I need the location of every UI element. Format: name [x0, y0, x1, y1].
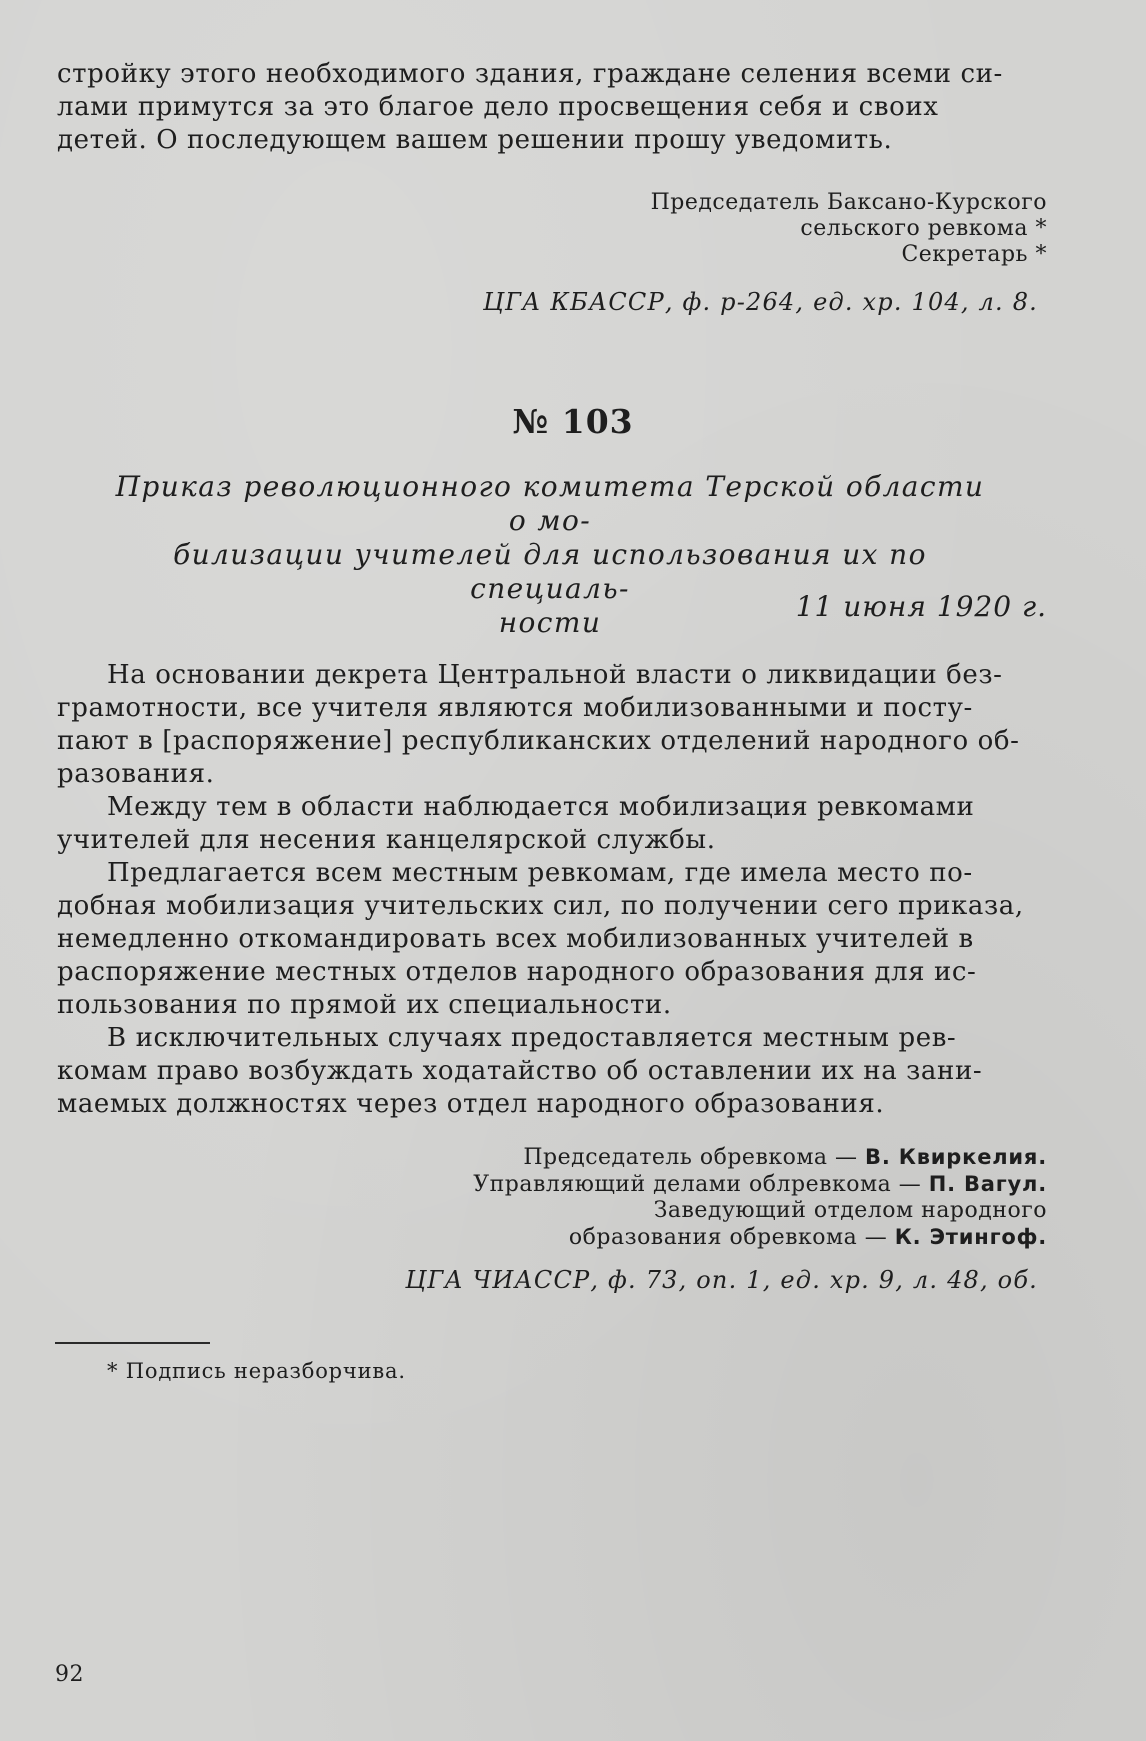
signature-line — [473, 1171, 1047, 1198]
signature-role: Председатель обревкома — — [523, 1145, 858, 1170]
top-paragraph-line: детей. О последующем вашем решении прошу уведомить. — [57, 125, 893, 155]
footnote: * Подпись неразборчива. — [107, 1359, 406, 1383]
document-title-line: Приказ революционного комитета Терской области о мо- — [115, 470, 985, 537]
signature-line — [473, 1224, 1047, 1251]
body-line: учителей для несения канцелярской службы. — [57, 825, 716, 855]
footnote-divider — [55, 1342, 210, 1344]
signature-role: Управляющий делами облревкома — — [473, 1172, 922, 1197]
body-line: пают в [распоряжение] республиканских отделений народного об- — [57, 726, 1020, 756]
body-line: распоряжение местных отделов народного образования для ис- — [57, 957, 977, 987]
signature-line: Председатель Баксано-Курского — [650, 190, 1047, 215]
document-title-line: ности — [498, 606, 602, 639]
signature-block-102 — [651, 190, 1047, 268]
top-paragraph-line: стройку этого необходимого здания, граждане селения всеми си- — [57, 59, 1003, 89]
signature-line — [473, 1144, 1047, 1171]
signatory-name: В. Квиркелия. — [865, 1145, 1047, 1169]
body-line: грамотности, все учителя являются мобилизованными и посту- — [57, 693, 973, 723]
body-line: разования. — [57, 759, 215, 789]
body-line: Между тем в области наблюдается мобилизация ревкомами — [107, 792, 975, 822]
body-line: пользования по прямой их специальности. — [57, 990, 672, 1020]
body-paragraph — [57, 659, 1047, 791]
archive-reference-102: ЦГА КБАССР, ф. р-264, ед. хр. 104, л. 8. — [482, 288, 1038, 316]
body-paragraph — [57, 857, 1047, 1022]
document-date: 11 июня 1920 г. — [795, 590, 1047, 623]
body-line: добная мобилизация учительских сил, по получении сего приказа, — [57, 891, 1024, 921]
signature-line: Секретарь * — [901, 242, 1047, 267]
top-paragraph — [57, 58, 1047, 157]
signature-block-103 — [473, 1144, 1047, 1251]
body-line: На основании декрета Центральной власти о ликвидации без- — [107, 660, 1003, 690]
body-paragraph — [57, 791, 1047, 857]
body-line: В исключительных случаях предоставляется местным рев- — [107, 1023, 957, 1053]
document-number: № 103 — [512, 402, 634, 441]
document-title-line: билизации учителей для использования их по специаль- — [173, 538, 927, 605]
body-paragraph — [57, 1022, 1047, 1121]
signature-line: сельского ревкома * — [800, 216, 1047, 241]
body-line: комам право возбуждать ходатайство об оставлении их на зани- — [57, 1056, 983, 1086]
body-line: маемых должностях через отдел народного образования. — [57, 1089, 885, 1119]
signature-role: образования обревкома — — [568, 1225, 888, 1250]
archive-reference-103: ЦГА ЧИАССР, ф. 73, оп. 1, ед. хр. 9, л. 48, об. — [405, 1266, 1038, 1294]
signature-line: Заведующий отделом народного — [653, 1198, 1047, 1223]
top-paragraph-line: лами примутся за это благое дело просвещения себя и своих — [57, 92, 939, 122]
signatory-name: К. Этингоф. — [894, 1225, 1047, 1249]
body-line: немедленно откомандировать всех мобилизованных учителей в — [57, 924, 974, 954]
body-line: Предлагается всем местным ревкомам, где имела место по- — [107, 858, 973, 888]
page-number: 92 — [55, 1662, 84, 1687]
signatory-name: П. Вагул. — [928, 1172, 1047, 1196]
document-body — [57, 659, 1047, 1121]
